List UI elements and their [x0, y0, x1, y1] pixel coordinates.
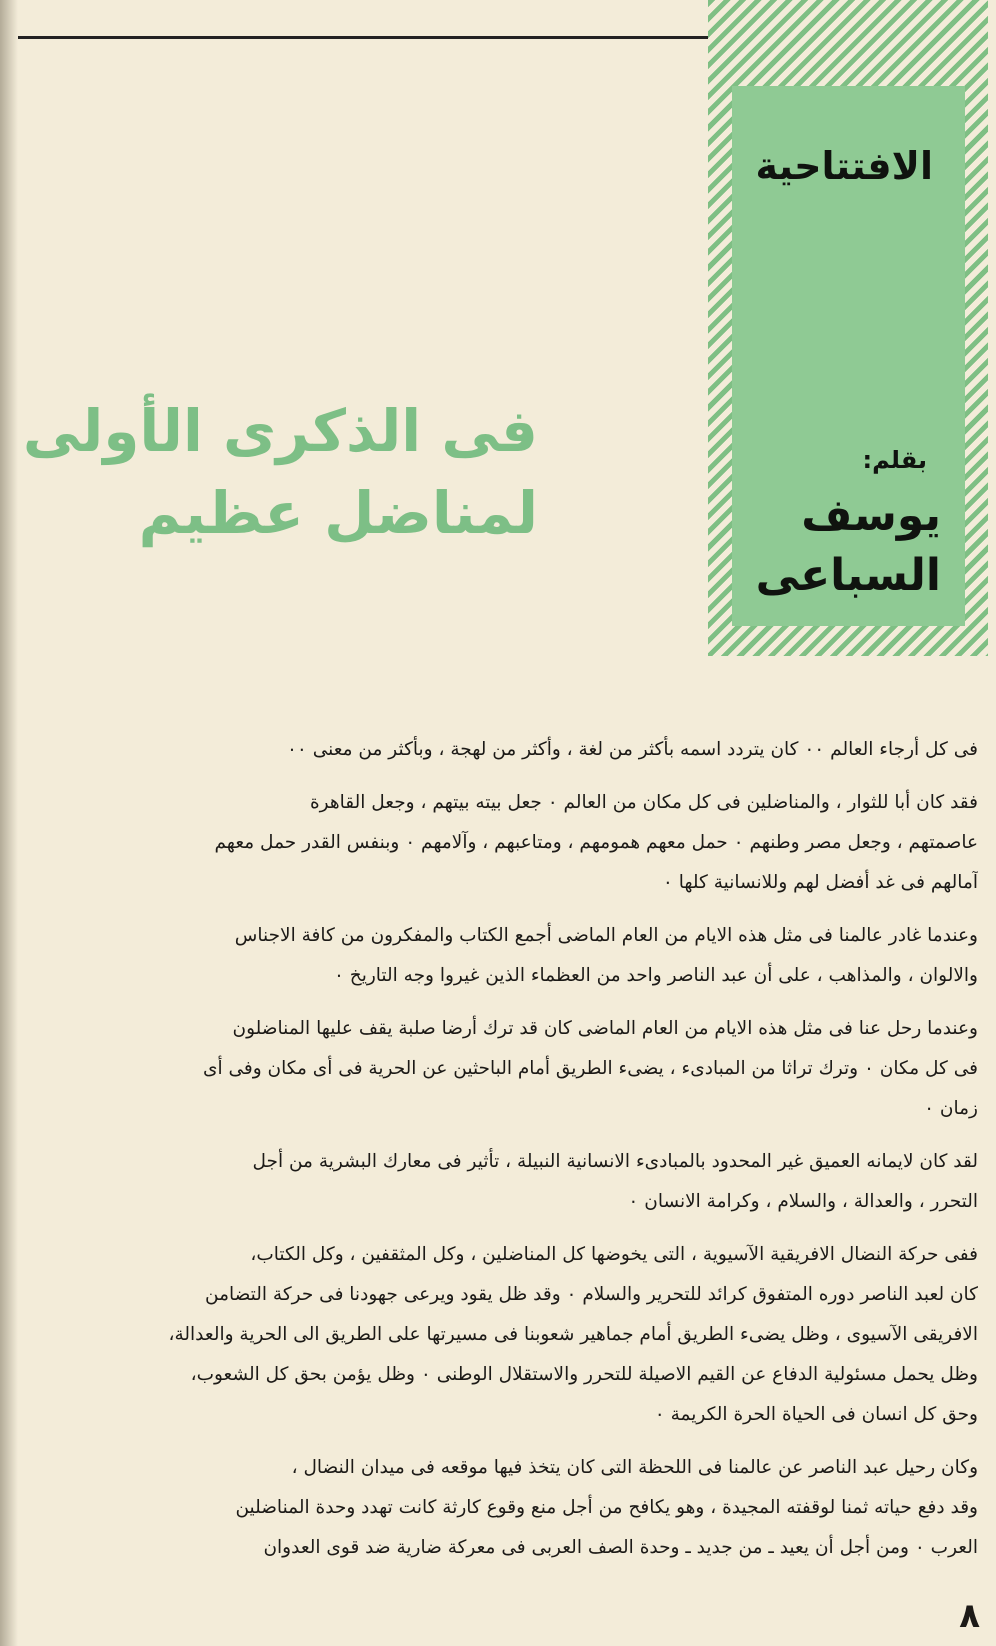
editorial-box — [732, 86, 965, 626]
headline-line-2: لمناضل عظيم — [138, 479, 538, 547]
top-rule — [18, 36, 708, 39]
paragraph-line: ففى حركة النضال الافريقية الآسيوية ، التى يخوضها كل المناضلين ، وكل المثقفين ، وكل الكتاب، — [250, 1244, 978, 1265]
paragraph-line: زمان ٠ — [924, 1098, 978, 1119]
byline-prefix: بقلم: — [862, 446, 927, 474]
paragraph-line: وظل يحمل مسئولية الدفاع عن القيم الاصيلة للتحرر والاستقلال الوطنى ٠ وظل يؤمن بحق كل الشعوب، — [190, 1364, 978, 1385]
paragraph — [8, 916, 978, 996]
page-number: ٨ — [959, 1596, 980, 1636]
paragraph-line: فى كل مكان ٠ وترك تراثا من المبادىء ، يضىء الطريق أمام الباحثين عن الحرية فى أى مكان وفى أى — [202, 1058, 978, 1079]
paragraph-line: لقد كان لايمانه العميق غير المحدود بالمبادىء الانسانية النبيلة ، تأثير فى معارك البشرية من أجل — [252, 1151, 978, 1172]
paragraph-line: عاصمتهم ، وجعل مصر وطنهم ٠ حمل معهم همومهم ، ومتاعبهم ، وآلامهم ٠ وبنفس القدر حمل معهم — [214, 832, 978, 853]
author-first-name: يوسف — [801, 490, 941, 541]
paragraph — [8, 730, 978, 770]
paragraph-line: فقد كان أبا للثوار ، والمناضلين فى كل مكان من العالم ٠ جعل بيته بيتهم ، وجعل القاهرة — [309, 792, 978, 813]
section-label: الافتتاحية — [755, 144, 933, 188]
paragraph-line: وكان رحيل عبد الناصر عن عالمنا فى اللحظة التى كان يتخذ فيها موقعه فى ميدان النضال ، — [291, 1457, 978, 1478]
paragraph-line: الافريقى الآسيوى ، وظل يضىء الطريق أمام جماهير شعوبنا فى مسيرتها على الطريق الى الحرية والعدالة، — [168, 1324, 978, 1345]
article-headline — [18, 390, 538, 554]
paragraph-line: آمالهم فى غد أفضل لهم وللانسانية كلها ٠ — [662, 872, 978, 893]
article-body — [8, 730, 978, 1590]
paragraph-line: وعندما رحل عنا فى مثل هذه الايام من العام الماضى كان قد ترك أرضا صلبة يقف عليها المناضلون — [232, 1018, 978, 1039]
paragraph-line: وحق كل انسان فى الحياة الحرة الكريمة ٠ — [654, 1404, 978, 1425]
paragraph-line: فى كل أرجاء العالم ٠٠ كان يتردد اسمه بأكثر من لغة ، وأكثر من لهجة ، وبأكثر من معنى ٠٠ — [286, 739, 978, 760]
byline-author — [741, 486, 941, 606]
paragraph-line: التحرر ، والعدالة ، والسلام ، وكرامة الانسان ٠ — [628, 1191, 978, 1212]
paragraph — [8, 783, 978, 903]
paragraph — [8, 1235, 978, 1435]
paragraph — [8, 1009, 978, 1129]
paragraph-line: كان لعبد الناصر دوره المتفوق كرائد للتحرير والسلام ٠ وقد ظل يقود ويرعى جهودنا فى حركة التضامن — [204, 1284, 978, 1305]
headline-line-1: فى الذكرى الأولى — [22, 397, 538, 465]
paragraph-line: والالوان ، والمذاهب ، على أن عبد الناصر واحد من العظماء الذين غيروا وجه التاريخ ٠ — [333, 965, 978, 986]
paragraph — [8, 1448, 978, 1568]
paragraph — [8, 1142, 978, 1222]
paragraph-line: وقد دفع حياته ثمنا لوقفته المجيدة ، وهو يكافح من أجل منع وقوع كارثة كانت تهدد وحدة المناضلين — [235, 1497, 978, 1518]
paragraph-line: العرب ٠ ومن أجل أن يعيد ـ من جديد ـ وحدة الصف العربى فى معركة ضارية ضد قوى العدوان — [263, 1537, 978, 1558]
author-last-name: السباعى — [755, 550, 941, 601]
paragraph-line: وعندما غادر عالمنا فى مثل هذه الايام من العام الماضى أجمع الكتاب والمفكرون من كافة الاجناس — [234, 925, 978, 946]
